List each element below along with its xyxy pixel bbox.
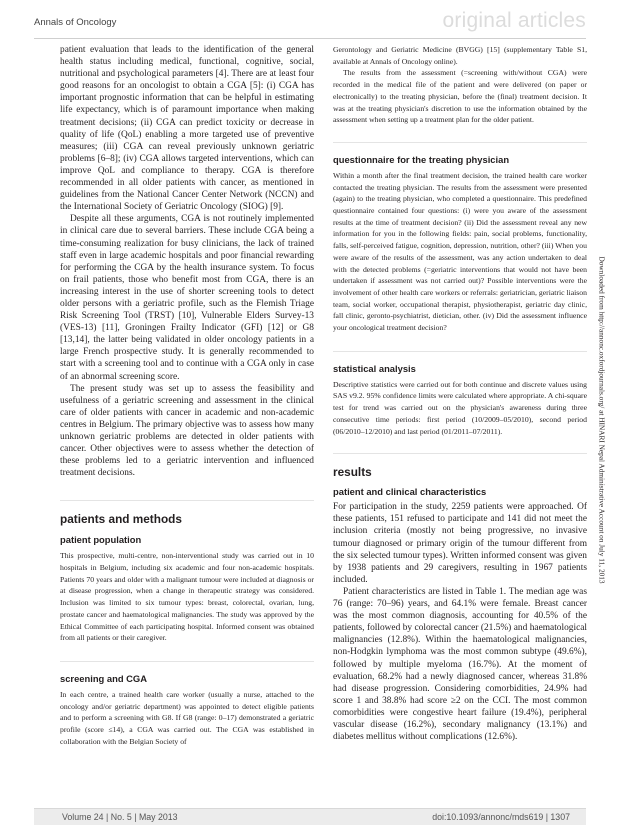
section-divider bbox=[60, 661, 314, 662]
methods-heading: patients and methods bbox=[60, 512, 182, 527]
section-divider bbox=[333, 142, 587, 143]
section-label: original articles bbox=[442, 9, 586, 32]
download-notice-text: Downloaded from http://annonc.oxfordjournals.org/ at HINARI Nepal Administrative Account on July 11, 2013 bbox=[597, 256, 607, 584]
questionnaire-text: Within a month after the final treatment decision, the trained health care worker contacted the treating physician. The results from the assessment were presented (again) to the treating physician, who completed a questionnaire. This predefined questionnaire contained four questions: (i) were you aware of the assessment results at the time of treatment decision? (ii) Did the assessment reveal any new information for you in the following fields: pain, social problems, functionality, falls, self-perceived fatigue, cognition, depression, nutrition, other? (iii) When you were aware of the results of the assessment, was any action undertaken to deal with the detected problems (=geriatric interventions that would not have been undertaken if assessment was not carried out)? Possible interventions were the involvement of other health care workers or referrals: geriatrician, geriatric liaison team, social worker, occupational therapist, physiotherapist, geriatric day clinic, fall clinic, geronto-psychiatrist, dietician, other. (iv) Did the assessment influence your oncological treatment decision? bbox=[333, 170, 587, 333]
header-divider bbox=[34, 38, 586, 39]
intro-paragraph-2: Despite all these arguments, CGA is not routinely implemented in clinical care due to several barriers. These include CGA being a time-consuming realization for busy clinicians, the lack of trained staff even in large academic hospitals and poor financial rewarding for performing the CGA by the health insurance system. To focus on frail patients, those who benefit most from CGA, there is an increasing interest in the use of shorter screening tools to detect older persons with a geriatric profile, such as the Flemish Triage Risk Screening Tool (TRST) [10], Vulnerable Elders Survey-13 (VES-13) [11], Groningen Frailty Indicator (GFI) [12] or G8 [13,14], the latter being validated in older oncology patients in a large French prospective study. It is generally recommended to start with a screening tool and to continue with a CGA only in case of an abnormal screening score. bbox=[60, 214, 314, 382]
stats-heading: statistical analysis bbox=[333, 362, 416, 374]
left-column bbox=[60, 44, 314, 748]
questionnaire-heading: questionnaire for the treating physician bbox=[333, 153, 510, 165]
intro-paragraph-1: patient evaluation that leads to the identification of the general health status including medical, functional, cognitive, social, nutritional and psychological parameters [4]. There are at least four good reasons for an oncologist to obtain a CGA [5]: (i) CGA has important prognostic information that can be helpful in estimating life expectancy, which is of paramount importance when making treatment decisions; (ii) CGA can predict toxicity or decrease in quality of life (QoL) enabling a more targeted use of preventive measures; (iii) CGA can reveal previously unknown geriatric problems [6–8]; (iv) CGA allows targeted interventions, which can improve QoL and compliance to therapy. CGA is therefore recommended in all older patients with cancer, as mentioned in guidelines from the National Cancer Center Network (NCCN) and the International Society of Geriatric Oncology (SIOG) [9]. bbox=[60, 45, 314, 213]
screening-text: In each centre, a trained health care worker (usually a nurse, attached to the oncology and/or geriatric department) was appointed to detect eligible patients and to perform a screening with G8. If G8 (range: 0–17) demonstrated a geriatric profile (score ≤14), a CGA was carried out. The CGA was established in collaboration with the Belgian Society of bbox=[60, 690, 314, 746]
results-heading: results bbox=[333, 465, 372, 480]
section-divider bbox=[60, 500, 314, 501]
results-paragraph-2: Patient characteristics are listed in Table 1. The median age was 76 (range: 70–96) years, and 64.1% were female. Breast cancer was the most common diagnosis, accounting for 40.5% of the patients, followed by colorectal cancer (21.5%) and haematological malignancies (12.8%). Within the haematological malignancies, non-Hodgkin lymphoma was the most common subtype (49.6%), followed by multiple myeloma (16.7%). At the moment of evaluation, 68.2% had a newly diagnosed cancer, whereas 31.8% had disease progression. Considering comorbidities, 24.9% had score 1 and 38.8% had score ≥2 on the CCI. The most common comorbidities were congestive heart failure (19.4%), peripheral vascular disease (16.2%), secondary malignancy (13.1%) and diabetes mellitus without complications (12.6%). bbox=[333, 586, 587, 743]
footer-issue: Volume 24 | No. 5 | May 2013 bbox=[62, 812, 178, 822]
population-heading: patient population bbox=[60, 534, 142, 546]
download-notice bbox=[597, 180, 607, 660]
page-footer bbox=[34, 808, 586, 825]
supplement-paragraph: Gerontology and Geriatric Medicine (BVGG) [15] (supplementary Table S1, available at Annals of Oncology online). bbox=[333, 45, 587, 66]
intro-paragraph-3: The present study was set up to assess the feasibility and usefulness of a geriatric screening and assessment in the clinical care of older patients with cancer in academic and non-academic centres in Belgium. The primary objective was to assess how many unknown geriatric problems are detected in older patients with cancer. Other objectives were to assess whether the detection of these problems led to a geriatric intervention and influenced treatment decisions. bbox=[60, 383, 314, 479]
stats-text: Descriptive statistics were carried out for both continue and discrete values using SAS v9.2. 95% confidence limits were calculated where appropriate. A chi-square test for trend was carried out on the physician's awareness during three consecutive time periods: first period (10/2009–05/2010), second period (06/2010–12/2010) and last period (01/2011–07/2011). bbox=[333, 379, 587, 436]
results-paragraph-1: For participation in the study, 2259 patients were approached. Of these patients, 151 refused to participate and 141 did not meet the inclusion criteria (mostly not being progressive, no invasive tumour diagnosed or primary origin of the tumour different from the six selected tumour types). Written informed consent was given by 1938 patients and 29 caregivers, resulting in 1967 patients included. bbox=[333, 502, 587, 585]
population-text: This prospective, multi-centre, non-interventional study was carried out in 10 hospitals in Belgium, including six academic and four non-academic hospitals. Patients 70 years and older with a malignant tumour were included at diagnosis or at disease progression, when a change in therapeutic strategy was considered. Inclusion was limited to six tumour types: breast, colorectal, ovarian, lung, prostate cancer and haematological malignancies. The study was approved by the Ethical Committee of each participating hospital. Informed consent was obtained from all patients or their caregiver. bbox=[60, 551, 314, 643]
journal-name: Annals of Oncology bbox=[34, 17, 117, 28]
footer-doi: doi:10.1093/annonc/mds619 | 1307 bbox=[432, 812, 570, 822]
characteristics-heading: patient and clinical characteristics bbox=[333, 486, 487, 498]
section-divider bbox=[333, 453, 587, 454]
screening-heading: screening and CGA bbox=[60, 673, 147, 684]
section-divider bbox=[333, 351, 587, 352]
right-column bbox=[333, 44, 587, 743]
assessment-paragraph: The results from the assessment (=screening with/without CGA) were recorded in the medical file of the patient and were delivered (on paper or electronically) to the treating physician, before the (final) treatment decision. It was at the treating physician's discretion to use the information obtained by the assessment when setting up a treatment plan for the older patient. bbox=[333, 68, 587, 125]
